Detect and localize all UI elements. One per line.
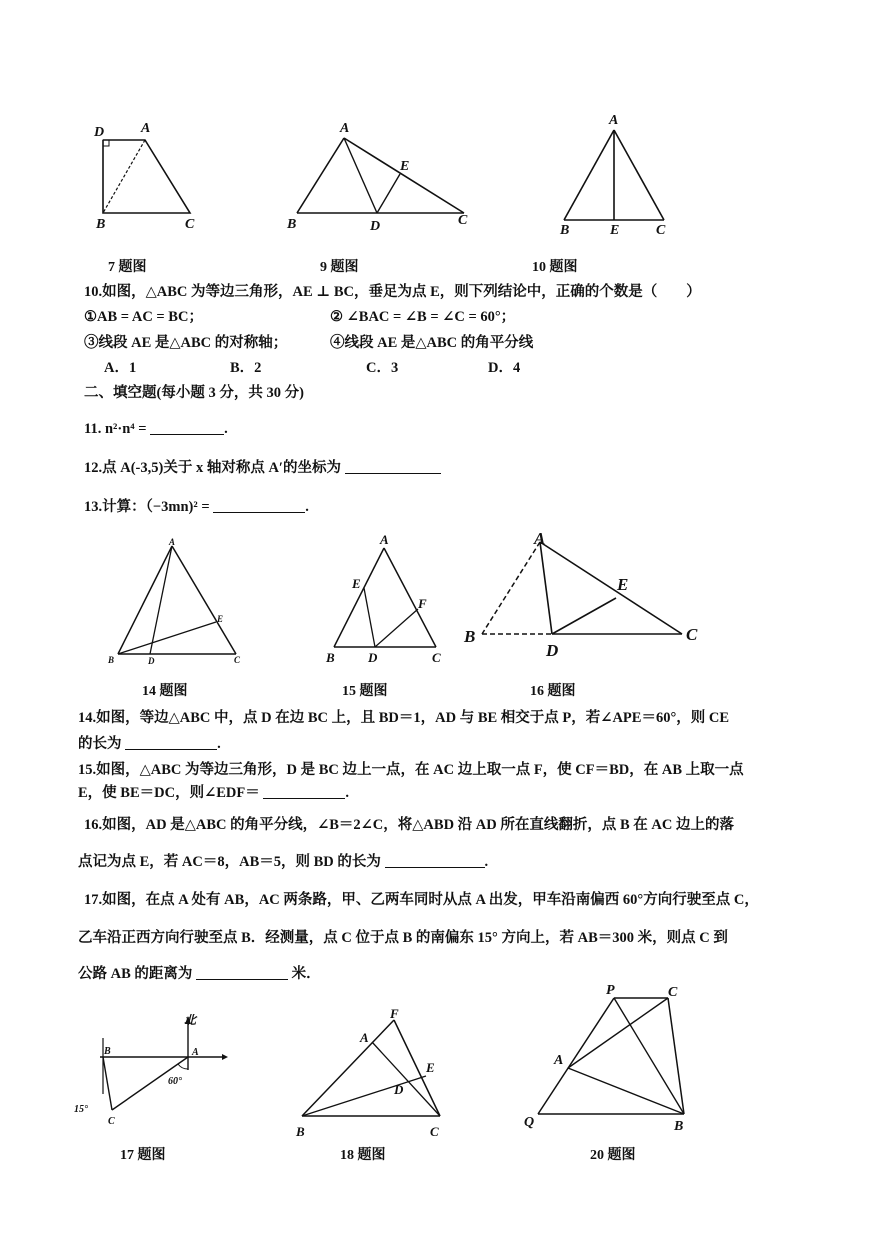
- fig7-caption: 7 题图: [108, 260, 147, 275]
- q11-answer-blank[interactable]: [150, 420, 224, 435]
- fig20-label-P: P: [606, 983, 615, 998]
- fig10-caption: 10 题图: [532, 260, 578, 275]
- fig17-angle-60: 60°: [168, 1076, 182, 1087]
- q12-answer-blank[interactable]: [345, 459, 441, 474]
- fig9-label-C: C: [458, 213, 468, 228]
- fig20-label-A: A: [554, 1053, 564, 1068]
- q14-answer-blank[interactable]: [125, 735, 217, 750]
- fig20-label-B: B: [674, 1119, 684, 1130]
- fig18-label-E: E: [426, 1060, 435, 1075]
- fig16-label-E: E: [617, 575, 629, 594]
- figure-15: [320, 532, 450, 667]
- q15-line1: 15.如图，△ABC 为等边三角形，D 是 BC 边上一点，在 AC 边上取一点 F，使 CF＝BD，在 AB 上取一点: [78, 762, 744, 778]
- fig14-label-E: E: [217, 614, 224, 624]
- q13-answer-blank[interactable]: [213, 498, 305, 513]
- q17-unit: 米．: [291, 966, 321, 982]
- fig15-label-D: D: [368, 650, 378, 665]
- fig16-label-D: D: [546, 641, 559, 660]
- figure-9: [282, 118, 482, 233]
- q11: 11. n²·n⁴ = .: [84, 421, 228, 437]
- fig16-label-B: B: [464, 627, 476, 646]
- q10-statement-1: ①AB = AC = BC；: [84, 309, 203, 325]
- fig9-caption: 9 题图: [320, 260, 359, 275]
- q16-answer-blank[interactable]: [385, 853, 485, 868]
- fig18-label-A: A: [360, 1030, 369, 1045]
- figure-14: [104, 536, 249, 666]
- fig9-label-B: B: [287, 217, 297, 232]
- figure-18: [290, 1008, 455, 1140]
- q10-option-a: A．1: [104, 360, 137, 376]
- fig14-label-C: C: [234, 655, 241, 665]
- q15-line2: E，使 BE＝DC，则∠EDF＝ .: [78, 785, 349, 801]
- q15-answer-blank[interactable]: [263, 784, 345, 799]
- fig15-label-F: F: [418, 596, 427, 611]
- fig10-label-B: B: [560, 223, 570, 235]
- fig17-angle-15: 15°: [74, 1104, 88, 1115]
- q16-line1: 16.如图，AD 是△ABC 的角平分线，∠B＝2∠C，将△ABD 沿 AD 所在直线翻折，点 B 在 AC 边上的落: [84, 817, 734, 833]
- fig15-label-B: B: [326, 650, 335, 665]
- q10-statement-2: ② ∠BAC = ∠B = ∠C = 60°；: [330, 309, 516, 325]
- figure-7: [90, 118, 210, 233]
- q10-option-d: D．4: [488, 360, 521, 376]
- fig18-label-C: C: [430, 1124, 439, 1139]
- fig17-caption: 17 题图: [120, 1148, 166, 1163]
- fig7-label-B: B: [96, 217, 106, 232]
- q15-text: E，使 BE＝DC，则∠EDF＝: [78, 785, 260, 801]
- q12-text: 12.点 A(-3,5)关于 x 轴对称点 A′的坐标为: [84, 460, 342, 476]
- fig16-label-C: C: [686, 625, 698, 644]
- fig14-caption: 14 题图: [142, 684, 188, 699]
- figure-17: [70, 1010, 230, 1130]
- fig15-label-C: C: [432, 650, 441, 665]
- fig20-label-Q: Q: [524, 1115, 535, 1130]
- figure-16: [460, 528, 710, 668]
- fig10-label-A: A: [609, 113, 619, 128]
- q14-line2: 的长为 .: [78, 736, 221, 752]
- q14-text: 的长为: [78, 736, 122, 752]
- fig17-label-A: A: [192, 1047, 199, 1058]
- q17-line3: [78, 962, 321, 983]
- fig17-label-B: B: [104, 1046, 111, 1057]
- fig7-label-D: D: [94, 125, 105, 140]
- fig14-label-B: B: [108, 655, 115, 665]
- fig10-label-C: C: [656, 223, 666, 235]
- fig16-label-A: A: [534, 529, 546, 548]
- q16-line2: 点记为点 E，若 AC＝8，AB＝5，则 BD 的长为 .: [78, 854, 489, 870]
- q17-text: 公路 AB 的距离为: [78, 966, 193, 982]
- fig9-label-E: E: [400, 159, 410, 174]
- q16-text: 点记为点 E，若 AC＝8，AB＝5，则 BD 的长为: [78, 854, 381, 870]
- fig7-label-C: C: [185, 217, 195, 232]
- q10-statement-4: ④线段 AE 是△ABC 的角平分线: [330, 335, 534, 351]
- q17-answer-blank[interactable]: [196, 965, 288, 980]
- fig14-label-D: D: [148, 656, 155, 666]
- fig15-label-A: A: [380, 532, 389, 547]
- fig17-label-C: C: [108, 1116, 115, 1127]
- fig9-label-D: D: [370, 219, 381, 233]
- figure-20: [518, 980, 698, 1130]
- q13-text: 13.计算：（−3mn)² =: [84, 499, 210, 515]
- fig16-caption: 16 题图: [530, 684, 576, 699]
- q14-line1: 14.如图，等边△ABC 中，点 D 在边 BC 上，且 BD＝1，AD 与 BE 相交于点 P，若∠APE＝60°，则 CE: [78, 710, 730, 726]
- fig9-label-A: A: [340, 121, 350, 136]
- fig15-label-E: E: [352, 576, 361, 591]
- fig17-north-label: 北: [184, 1013, 197, 1027]
- q17-line1: 17.如图，在点 A 处有 AB，AC 两条路，甲、乙两车同时从点 A 出发，甲车沿南偏西 60°方向行驶至点 C，: [84, 892, 759, 908]
- q10-option-b: B．2: [230, 360, 262, 376]
- q11-text: 11. n²·n⁴ =: [84, 421, 147, 437]
- fig18-label-D: D: [394, 1082, 404, 1097]
- fig10-label-E: E: [610, 223, 620, 235]
- q10-statement-3: ③线段 AE 是△ABC 的对称轴；: [84, 335, 288, 351]
- section-2-heading: 二、填空题(每小题 3 分，共 30 分): [84, 385, 304, 401]
- fig20-caption: 20 题图: [590, 1148, 636, 1163]
- q10-stem: 10.如图，△ABC 为等边三角形，AE ⊥ BC，垂足为点 E，则下列结论中，正确的个数是（ ）: [84, 284, 701, 300]
- q12: [84, 456, 441, 477]
- fig15-caption: 15 题图: [342, 684, 388, 699]
- q13: 13.计算：（−3mn)² = .: [84, 499, 309, 515]
- q10-option-c: C．3: [366, 360, 399, 376]
- figure-10: [552, 110, 677, 235]
- fig14-label-A: A: [169, 537, 176, 547]
- fig18-label-B: B: [296, 1124, 305, 1139]
- fig7-label-A: A: [141, 121, 151, 136]
- fig18-caption: 18 题图: [340, 1148, 386, 1163]
- q17-line2: 乙车沿正西方向行驶至点 B．经测量，点 C 位于点 B 的南偏东 15° 方向上，若 AB＝300 米，则点 C 到: [78, 930, 728, 946]
- fig20-label-C: C: [668, 985, 678, 1000]
- fig18-label-F: F: [390, 1008, 399, 1021]
